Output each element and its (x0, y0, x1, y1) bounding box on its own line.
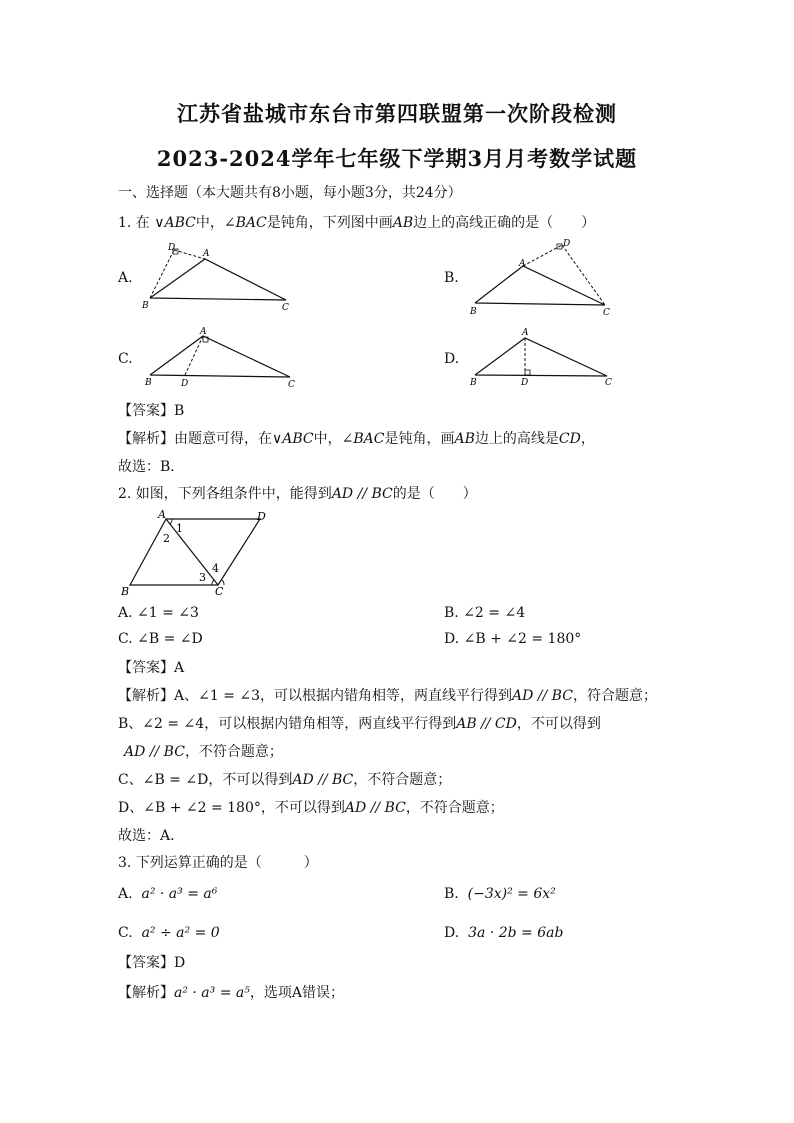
q2-explanation-5: D、∠B + ∠2 = 180°，不可以得到AD // BC，不符合题意； (118, 800, 504, 816)
q2-option-b: B. ∠2 = ∠4 (444, 605, 526, 621)
q2-explanation-3: AD // BC，不符合题意； (124, 744, 283, 760)
q1-option-c-label: C. (118, 351, 133, 367)
label-B: B (142, 301, 149, 311)
q3-option-c: C. a² ÷ a² = 0 (118, 925, 220, 941)
angle-label-1: 1 (176, 522, 183, 535)
label-A: A (522, 328, 529, 338)
label-D: D (563, 239, 571, 249)
label-A: A (158, 508, 166, 521)
q1-stem: 1. 在 ∨ABC中，∠BAC是钝角，下列图中画AB边上的高线正确的是（ ） (118, 215, 596, 231)
q1-option-d-label: D. (444, 351, 460, 367)
q1-figure-c (140, 322, 300, 390)
q1-option-a-label: A. (118, 270, 133, 286)
q2-option-d: D. ∠B + ∠2 = 180° (444, 631, 582, 647)
angle-label-3: 3 (199, 571, 206, 584)
q1-option-b-label: B. (444, 270, 459, 286)
q2-explanation-1: 【解析】A、∠1 = ∠3，可以根据内错角相等，两直线平行得到AD // BC，符合题意； (118, 688, 657, 704)
label-D: D (257, 510, 266, 523)
q3-stem: 3. 下列运算正确的是（ ） (118, 855, 318, 871)
q3-option-d: D. 3a · 2b = 6ab (444, 925, 564, 941)
q1-choice: 故选：B． (118, 459, 185, 475)
q1-answer: 【答案】B (118, 403, 185, 419)
label-A: A (200, 327, 207, 337)
doc-title-line-2: 2023-2024学年七年级下学期3月月考数学试题 (156, 146, 638, 171)
doc-title-line-1: 江苏省盐城市东台市第四联盟第一次阶段检测 (177, 101, 617, 126)
label-C: C (288, 380, 295, 390)
q3-answer: 【答案】D (118, 955, 186, 971)
label-C: C (282, 303, 289, 312)
q2-answer: 【答案】A (118, 660, 185, 676)
section-heading: 一、选择题（本大题共有8小题，每小题3分，共24分） (118, 185, 462, 201)
q2-choice: 故选：A． (118, 828, 185, 844)
q2-stem: 2. 如图，下列各组条件中，能得到AD // BC的是（ ） (118, 486, 477, 502)
label-C: C (603, 308, 610, 318)
q2-explanation-2: B、∠2 = ∠4，可以根据内错角相等，两直线平行得到AB // CD，不可以得到 (118, 716, 601, 732)
q1-figure-d (465, 322, 625, 390)
label-D: D (168, 243, 176, 253)
q3-option-a: A. a² · a³ = a⁶ (118, 886, 218, 902)
label-A: A (203, 249, 210, 259)
q1-explanation: 【解析】由题意可得，在∨ABC中，∠BAC是钝角，画AB边上的高线是CD， (118, 431, 595, 447)
label-C: C (215, 585, 224, 598)
label-D: D (521, 378, 529, 388)
q2-explanation-4: C、∠B = ∠D，不可以得到AD // BC，不符合题意； (118, 772, 452, 788)
q2-option-c: C. ∠B = ∠D (118, 631, 203, 647)
label-B: B (470, 307, 477, 317)
label-B: B (145, 378, 152, 388)
label-D: D (181, 379, 189, 389)
label-B: B (470, 378, 477, 388)
q1-figure-a (140, 240, 300, 312)
q3-explanation: 【解析】a² · a³ = a⁵，选项A错误； (118, 985, 344, 1001)
label-C: C (605, 378, 612, 388)
angle-label-4: 4 (212, 562, 219, 575)
q3-option-b: B. (−3x)² = 6x² (444, 886, 556, 902)
label-B: B (121, 585, 130, 598)
q1-figure-b (465, 236, 625, 318)
angle-label-2: 2 (163, 532, 170, 545)
label-A: A (519, 259, 526, 269)
q2-parallelogram-figure (118, 507, 278, 599)
q2-option-a: A. ∠1 = ∠3 (118, 605, 199, 621)
